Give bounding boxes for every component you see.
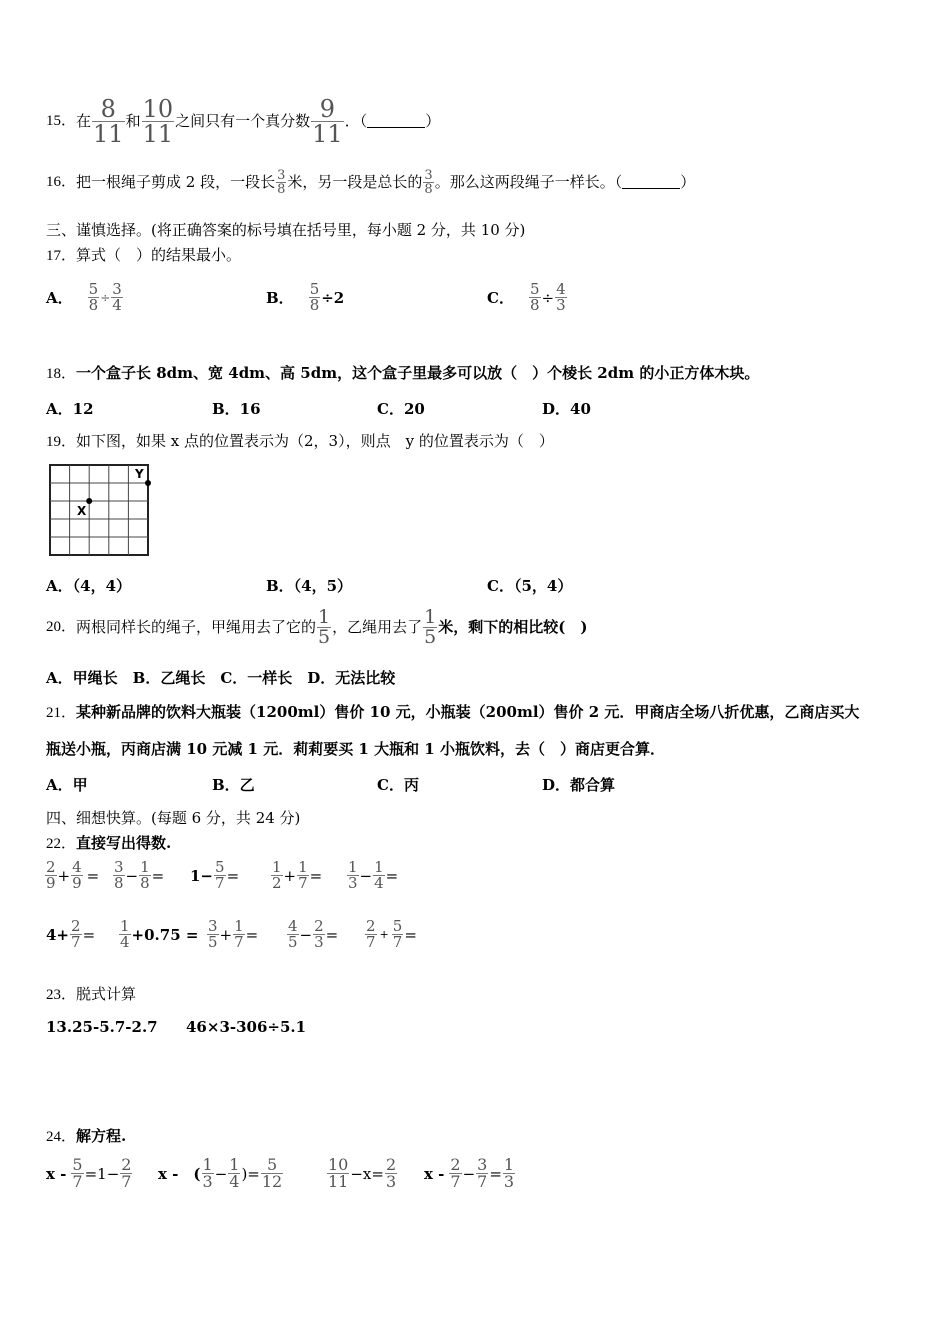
question-number: 20．	[46, 619, 77, 635]
operator: =1−	[84, 1164, 120, 1183]
equals: =	[309, 866, 323, 885]
fraction: $\frac{5}{7}$	[392, 917, 403, 951]
operator: +	[219, 925, 233, 944]
equals: =	[385, 866, 399, 885]
fraction: $\frac{1}{3}$	[348, 858, 358, 892]
option-c[interactable]: C．（5，4）	[487, 577, 573, 595]
answer-blank[interactable]	[367, 115, 425, 128]
fraction: $\frac{1}{8}$	[140, 858, 150, 892]
fraction: $\frac{1}{7}$	[234, 917, 244, 951]
equation	[46, 1157, 133, 1190]
fraction: $\frac{4}{9}$	[72, 858, 82, 892]
equals: =	[86, 866, 100, 885]
question-number: 16．	[46, 174, 77, 190]
fraction: $\frac{1}{7}$	[298, 858, 308, 892]
grid-border	[50, 465, 148, 555]
fraction: $\frac{2}{7}$	[450, 1155, 461, 1191]
question-text: 把一根绳子剪成 2 段，一段长	[76, 173, 276, 191]
question-text: 解方程.	[76, 1127, 127, 1145]
operator: −	[299, 925, 313, 944]
question-text: 算式（ ）的结果最小。	[76, 246, 242, 264]
paren-close: ）	[680, 173, 696, 191]
expression	[112, 860, 164, 891]
equation	[424, 1157, 516, 1190]
fraction: $\frac{1}{4}$	[120, 917, 130, 951]
question-number: 18．	[46, 366, 77, 382]
fraction: $\frac{1}{3}$	[503, 1155, 515, 1191]
operator: −	[214, 1164, 228, 1183]
option-label: B．	[266, 289, 294, 307]
fraction: $\frac{2}{7}$	[121, 1155, 132, 1191]
question-text: 脱式计算	[76, 985, 137, 1003]
question-text: 一个盒子长 8dm、宽 4dm、高 5dm，这个盒子里最多可以放（ ）个棱长 2dm 的小正方体木块。	[76, 364, 760, 382]
question-text: 。那么这两段绳子一样长。（	[434, 173, 623, 191]
fraction: $\frac{1}{4}$	[374, 858, 384, 892]
question-text-continued: 瓶送小瓶，丙商店满 10 元减 1 元．莉莉要买 1 大瓶和 1 小瓶饮料，去（ ）商店更合算．	[46, 740, 665, 758]
option-c[interactable]: C．20	[377, 400, 425, 418]
expression	[270, 860, 322, 891]
equals: =	[82, 925, 96, 944]
paren-close: ）	[425, 112, 441, 130]
operator: +	[57, 866, 71, 885]
operator: −	[359, 866, 373, 885]
question-22	[46, 833, 171, 854]
operand: +0.75 =	[131, 925, 199, 944]
fraction: $\frac{1}{5}$	[318, 605, 331, 648]
fraction: $\frac{1}{2}$	[272, 858, 282, 892]
question-text: 直接写出得数.	[76, 834, 172, 852]
option-d[interactable]: D．40	[542, 400, 591, 418]
grid-lines	[50, 465, 148, 555]
equation	[158, 1157, 284, 1190]
question-number: 22．	[46, 836, 77, 852]
grid-figure	[49, 464, 151, 558]
operator: =	[489, 1164, 502, 1183]
option-c[interactable]: C．丙	[377, 776, 419, 794]
operand: x -	[424, 1164, 445, 1183]
expression	[364, 919, 417, 950]
label-y: Y	[135, 467, 144, 481]
fraction: $\frac{4}{3}$	[556, 280, 566, 314]
question-number: 24．	[46, 1129, 77, 1145]
question-21	[46, 702, 859, 723]
fraction: $\frac{3}{7}$	[477, 1155, 488, 1191]
expression	[346, 860, 398, 891]
question-19	[46, 431, 554, 452]
fraction: $\frac{5}{7}$	[72, 1155, 83, 1191]
option-label: A．	[46, 289, 73, 307]
operator: +	[283, 866, 297, 885]
question-text: 两根同样长的绳子，甲绳用去了它的	[76, 618, 317, 636]
fraction: $\frac{3}{8}$	[114, 858, 124, 892]
fraction: $\frac{8}{11}$	[93, 94, 124, 148]
operator: +	[379, 928, 389, 941]
fraction: $\frac{3}{8}$	[277, 167, 286, 197]
expression	[206, 919, 258, 950]
expression	[46, 919, 95, 950]
option-b[interactable]: B．（4，5）	[266, 577, 353, 595]
fraction: $\frac{1}{4}$	[229, 1155, 240, 1191]
expression	[118, 919, 198, 950]
fraction: $\frac{10}{11}$	[328, 1155, 349, 1191]
question-18	[46, 363, 759, 384]
question-number: 23．	[46, 987, 77, 1003]
operator: −	[125, 866, 139, 885]
section-heading: 四、细想快算。(每题 6 分，共 24 分)	[46, 809, 301, 827]
question-text: 如下图，如果 x 点的位置表示为（2，3），则点 y 的位置表示为（ ）	[76, 432, 554, 450]
fraction: $\frac{5}{7}$	[215, 858, 225, 892]
fraction: $\frac{2}{7}$	[366, 917, 376, 951]
option-a[interactable]: A．甲	[46, 776, 88, 794]
point-y	[145, 480, 151, 486]
option-label: C．	[487, 289, 514, 307]
expression	[190, 860, 239, 891]
answer-blank[interactable]	[622, 176, 680, 189]
fraction: $\frac{1}{5}$	[424, 605, 437, 648]
option-b[interactable]	[266, 282, 344, 313]
question-number: 19．	[46, 434, 77, 450]
operator: )=	[241, 1164, 260, 1183]
section-heading: 三、谨慎选择。(将正确答案的标号填在括号里，每小题 2 分，共 10 分)	[46, 221, 526, 239]
fraction: $\frac{5}{12}$	[261, 1155, 283, 1191]
operand: 1−	[190, 866, 214, 885]
operator: −	[462, 1164, 476, 1183]
operator: ÷2	[321, 288, 345, 307]
operator: ÷	[100, 290, 111, 305]
fraction: $\frac{2}{7}$	[71, 917, 81, 951]
option-a[interactable]: A．（4，4）	[46, 577, 132, 595]
option-a[interactable]: A．12	[46, 400, 94, 418]
question-text: 某种新品牌的饮料大瓶装（1200ml）售价 10 元，小瓶装（200ml）售价 2 元．甲商店全场八折优惠，乙商店买大	[76, 703, 860, 721]
question-text: ，乙绳用去了	[332, 618, 423, 636]
fraction: $\frac{2}{9}$	[46, 858, 56, 892]
coordinate-grid	[49, 464, 151, 558]
point-x	[86, 498, 92, 504]
operand: 4+	[46, 925, 70, 944]
question-text: 米，剩下的相比较( )	[438, 618, 588, 636]
fraction: $\frac{3}{5}$	[208, 917, 218, 951]
expression	[286, 919, 338, 950]
question-text: 米，另一段是总长的	[287, 173, 423, 191]
expression	[44, 860, 99, 891]
equals: =	[151, 866, 165, 885]
question-16	[46, 162, 695, 202]
fraction: $\frac{2}{3}$	[385, 1155, 397, 1191]
equals: =	[325, 925, 339, 944]
question-20	[46, 602, 587, 652]
question-text: 在	[76, 112, 92, 130]
question-text: ．（	[344, 112, 368, 130]
label-x: X	[77, 504, 87, 518]
question-15	[46, 96, 440, 146]
operand: x - (	[158, 1165, 201, 1183]
question-number: 15．	[46, 113, 77, 129]
operator: −x=	[350, 1164, 384, 1183]
equals: =	[245, 925, 259, 944]
operand: x -	[46, 1164, 67, 1183]
question-number: 21．	[46, 705, 77, 721]
option-b[interactable]: B．16	[212, 400, 261, 418]
fraction: $\frac{5}{8}$	[529, 280, 540, 314]
equals: =	[226, 866, 240, 885]
option-d[interactable]: D．都合算	[542, 776, 616, 794]
question-24	[46, 1126, 126, 1147]
fraction: $\frac{5}{8}$	[88, 280, 99, 314]
option-b[interactable]: B．乙	[212, 776, 255, 794]
fraction: $\frac{9}{11}$	[312, 94, 343, 148]
question-text: 和	[125, 112, 141, 130]
question-number: 17．	[46, 248, 77, 264]
fraction: $\frac{10}{11}$	[142, 94, 174, 148]
expression: 13.25-5.7-2.7	[46, 1018, 158, 1036]
question-text: 之间只有一个真分数	[175, 112, 311, 130]
fraction: $\frac{3}{8}$	[424, 167, 433, 197]
question-17	[46, 245, 241, 266]
expression: 46×3-306÷5.1	[186, 1018, 307, 1036]
options-row[interactable]: A．甲绳长 B．乙绳长 C．一样长 D．无法比较	[46, 669, 396, 687]
equals: =	[404, 925, 417, 944]
fraction: $\frac{1}{3}$	[202, 1155, 213, 1191]
option-a[interactable]	[46, 282, 124, 313]
option-c[interactable]	[487, 282, 568, 313]
fraction: $\frac{2}{3}$	[314, 917, 324, 951]
fraction: $\frac{4}{5}$	[288, 917, 298, 951]
question-23	[46, 984, 136, 1005]
operator: ÷	[541, 288, 555, 307]
fraction: $\frac{5}{8}$	[309, 280, 320, 314]
fraction: $\frac{3}{4}$	[112, 280, 122, 314]
equation	[326, 1157, 398, 1190]
